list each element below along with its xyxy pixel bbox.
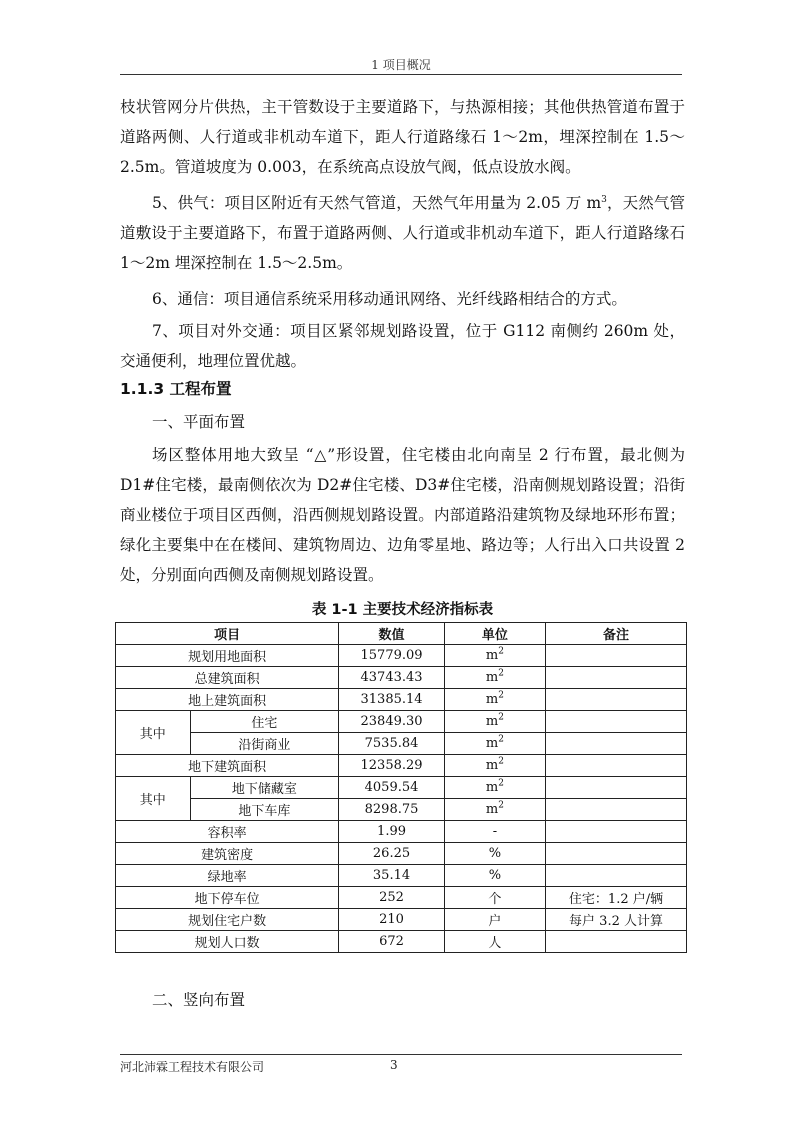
row-value: 43743.43 (339, 667, 444, 689)
row-note (546, 733, 687, 755)
row-item: 总建筑面积 (116, 667, 339, 689)
gas-superscript: 3 (601, 194, 607, 205)
row-item: 规划住宅户数 (116, 909, 339, 931)
subsection-plan-layout: 一、平面布置 (152, 413, 246, 431)
row-note (546, 645, 687, 667)
row-note: 每户 3.2 人计算 (546, 909, 687, 931)
row-note (546, 777, 687, 799)
row-item: 沿街商业 (190, 733, 339, 755)
table-row (116, 843, 687, 865)
row-item: 绿地率 (116, 865, 339, 887)
row-unit: $m^2$ (444, 733, 545, 755)
row-unit: 个 (444, 887, 545, 909)
table-row (116, 799, 687, 821)
row-unit: 户 (444, 909, 545, 931)
header-item: 项目 (116, 623, 339, 645)
table-row (116, 755, 687, 777)
table-row (116, 931, 687, 953)
row-unit: - (444, 821, 545, 843)
row-item: 地下车库 (190, 799, 339, 821)
page-number: 3 (390, 1058, 398, 1072)
row-note (546, 821, 687, 843)
row-item: 住宅 (190, 711, 339, 733)
running-header: 1 项目概况 (371, 58, 431, 72)
row-item: 规划用地面积 (116, 645, 339, 667)
table-header-row (116, 623, 687, 645)
row-group: 其中 (116, 711, 191, 755)
header-value: 数值 (339, 623, 444, 645)
row-value: 672 (339, 931, 444, 953)
row-value: 23849.30 (339, 711, 444, 733)
table-row (116, 777, 687, 799)
indicator-table (115, 622, 687, 953)
table-row (116, 887, 687, 909)
table-row (116, 667, 687, 689)
row-unit: $m^2$ (444, 645, 545, 667)
row-note (546, 689, 687, 711)
row-note (546, 843, 687, 865)
row-note (546, 865, 687, 887)
table-caption: 表 1-1 主要技术经济指标表 (311, 602, 494, 618)
row-value: 7535.84 (339, 733, 444, 755)
row-unit: $m^2$ (444, 667, 545, 689)
row-value: 8298.75 (339, 799, 444, 821)
row-note (546, 755, 687, 777)
table-row (116, 711, 687, 733)
paragraph-layout: 场区整体用地大致呈 “△”形设置，住宅楼由北向南呈 2 行布置，最北侧为 D1#住宅楼，最南侧依次为 D2#住宅楼、D3#住宅楼，沿南侧规划路设置；沿街商业楼位于项目区西侧，沿西侧规划路设置。内部道路沿建筑物及绿地环形布置；绿化主要集中在在楼间、建筑物周边、边角零星地、路边等；人行出入口共设置 2 处，分别面向西侧及南侧规划路设置。 (120, 446, 685, 584)
header-note: 备注 (546, 623, 687, 645)
table-row (116, 865, 687, 887)
row-item: 地上建筑面积 (116, 689, 339, 711)
row-value: 252 (339, 887, 444, 909)
row-item: 容积率 (116, 821, 339, 843)
table-row (116, 821, 687, 843)
row-group: 其中 (116, 777, 191, 821)
row-unit: % (444, 865, 545, 887)
paragraph-transport: 7、项目对外交通：项目区紧邻规划路设置，位于 G112 南侧约 260m 处，交通便利，地理位置优越。 (120, 322, 685, 370)
header-rule (120, 74, 682, 75)
row-note (546, 931, 687, 953)
row-value: 26.25 (339, 843, 444, 865)
row-item: 地下停车位 (116, 887, 339, 909)
row-item: 建筑密度 (116, 843, 339, 865)
paragraph-heating: 枝状管网分片供热，主干管数设于主要道路下，与热源相接；其他供热管道布置于道路两侧、人行道或非机动车道下，距人行道路缘石 1～2m，埋深控制在 1.5～2.5m。管道坡度为 0.003，在系统高点设放气阀，低点设放水阀。 (120, 98, 685, 176)
row-value: 1.99 (339, 821, 444, 843)
row-note: 住宅：1.2 户/辆 (546, 887, 687, 909)
row-value: 4059.54 (339, 777, 444, 799)
row-unit: $m^2$ (444, 689, 545, 711)
table-row (116, 733, 687, 755)
row-note (546, 667, 687, 689)
row-unit: $m^2$ (444, 777, 545, 799)
row-unit: $m^2$ (444, 711, 545, 733)
row-unit: % (444, 843, 545, 865)
subsection-vertical-layout: 二、竖向布置 (152, 991, 246, 1009)
row-value: 31385.14 (339, 689, 444, 711)
row-value: 210 (339, 909, 444, 931)
footer-rule (120, 1054, 682, 1055)
paragraph-communication: 6、通信：项目通信系统采用移动通讯网络、光纤线路相结合的方式。 (152, 290, 627, 308)
row-unit: 人 (444, 931, 545, 953)
table-row (116, 645, 687, 667)
gas-text-a: 5、供气：项目区附近有天然气管道，天然气年用量为 2.05 万 m (152, 194, 602, 212)
row-unit: $m^2$ (444, 799, 545, 821)
row-value: 35.14 (339, 865, 444, 887)
gas-text-b: ，天然气管道敷设于主要道路下，布置于道路两侧、人行道或非机动车道下，距人行道路缘石 1～2m 埋深控制在 1.5～2.5m。 (120, 194, 685, 272)
row-unit: $m^2$ (444, 755, 545, 777)
row-value: 12358.29 (339, 755, 444, 777)
row-value: 15779.09 (339, 645, 444, 667)
row-note (546, 711, 687, 733)
row-item: 地下建筑面积 (116, 755, 339, 777)
footer-company: 河北沛霖工程技术有限公司 (120, 1060, 265, 1074)
table-row (116, 689, 687, 711)
row-note (546, 799, 687, 821)
table-row (116, 909, 687, 931)
row-item: 规划人口数 (116, 931, 339, 953)
paragraph-gas (120, 188, 685, 278)
section-heading: 1.1.3 工程布置 (120, 380, 232, 398)
row-item: 地下储藏室 (190, 777, 339, 799)
header-unit: 单位 (444, 623, 545, 645)
